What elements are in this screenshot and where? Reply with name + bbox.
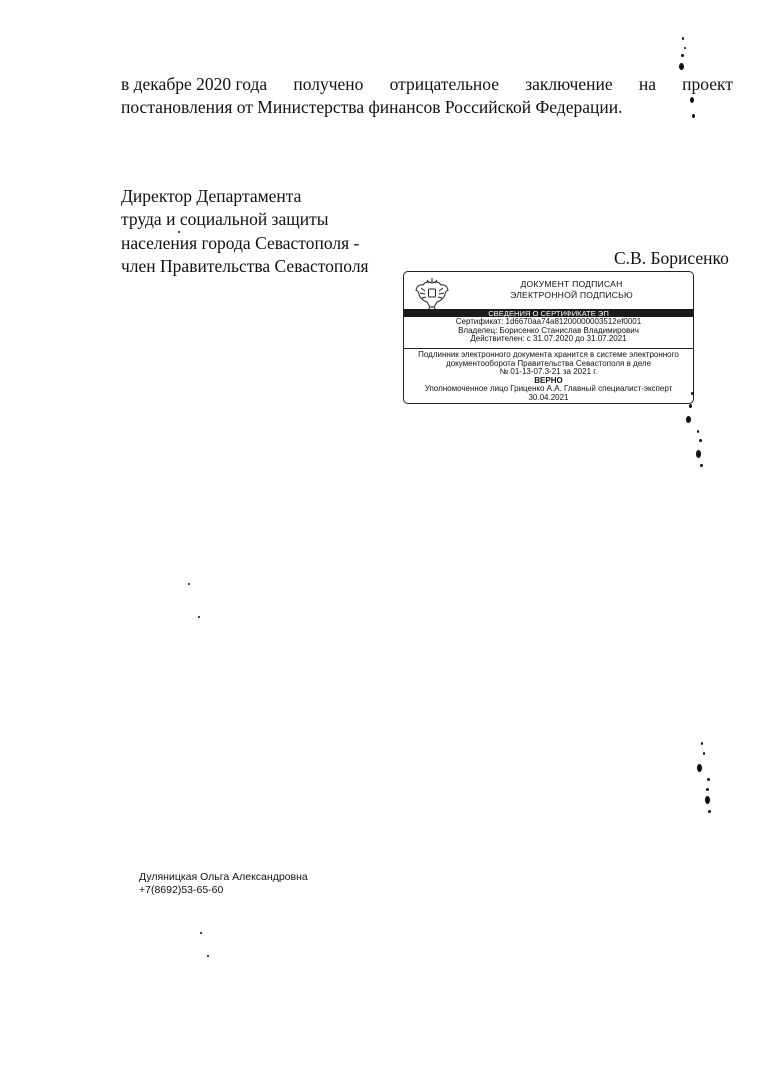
certificate-owner: Владелец: Борисенко Станислав Владимирович (458, 325, 639, 335)
scan-speck (188, 583, 190, 585)
scan-speck (708, 810, 711, 813)
paragraph-word: получено (293, 74, 364, 94)
scan-speck (700, 464, 703, 467)
scan-speck (198, 616, 200, 618)
electronic-signature-stamp (403, 271, 694, 404)
signer-position-line: труда и социальной защиты (121, 209, 329, 229)
scan-speck (706, 788, 709, 791)
scan-speck (682, 37, 684, 40)
scan-speck (699, 439, 702, 442)
scan-speck (207, 955, 209, 957)
paragraph-word: в декабре 2020 года (121, 74, 268, 94)
scan-speck (200, 932, 202, 934)
certificate-validity: Действителен: с 31.07.2020 до 31.07.2021 (470, 334, 627, 344)
verified-mark: ВЕРНО (534, 375, 563, 385)
scan-speck (697, 764, 702, 772)
storage-line: Подлинник электронного документа хранится в системе электронного (418, 350, 679, 359)
scan-speck (701, 742, 703, 745)
stamp-title-line: ЭЛЕКТРОННОЙ ПОДПИСЬЮ (510, 290, 633, 300)
storage-line: документооборота Правительства Севастополя в деле (445, 358, 652, 368)
contact-phone: +7(8692)53-65-60 (139, 884, 224, 896)
scan-speck (705, 796, 710, 804)
scan-speck (679, 63, 684, 70)
stamp-date: 30.04.2021 (528, 392, 569, 402)
certificate-number: Сертификат: 1d6670aa74a81200000003512ef0001 (455, 317, 642, 326)
certificate-details (404, 318, 693, 344)
authorized-person: Уполномоченное лицо Гриценко А.А. Главный специалист-эксперт (424, 384, 673, 394)
scan-speck (692, 114, 695, 118)
signer-position-line: населения города Севастополя - (121, 233, 360, 253)
scan-speck (686, 416, 691, 423)
coat-of-arms-icon (413, 277, 451, 311)
signer-position-line: Директор Департамента (121, 186, 302, 206)
scan-speck (684, 47, 686, 49)
scan-speck (178, 231, 180, 233)
paragraph-word: на (638, 74, 656, 94)
stamp-title-line: ДОКУМЕНТ ПОДПИСАН (520, 279, 623, 289)
storage-info (404, 351, 693, 403)
storage-line: № 01-13-07.3-21 за 2021 г. (499, 367, 598, 377)
scan-speck (697, 430, 699, 433)
scan-speck (707, 778, 710, 781)
paragraph-line-2: постановления от Министерства финансов Российской Федерации. (121, 97, 623, 117)
scan-speck (690, 97, 694, 103)
paragraph-word: проект (682, 74, 733, 94)
scan-speck (696, 450, 701, 458)
stamp-divider (404, 348, 693, 349)
stamp-title (452, 279, 691, 301)
signer-name: С.В. Борисенко (614, 248, 729, 268)
paragraph-word: отрицательное (389, 74, 500, 94)
scan-speck (689, 404, 692, 408)
scan-speck (681, 54, 684, 57)
signer-position-line: член Правительства Севастополя (121, 256, 369, 276)
certificate-header: СВЕДЕНИЯ О СЕРТИФИКАТЕ ЭП (404, 309, 693, 317)
paragraph-word: заключение (525, 74, 613, 94)
paragraph-line-1 (121, 74, 733, 95)
contact-name: Дуляницкая Ольга Александровна (139, 871, 308, 883)
scan-speck (691, 392, 694, 395)
scan-speck (703, 752, 705, 755)
